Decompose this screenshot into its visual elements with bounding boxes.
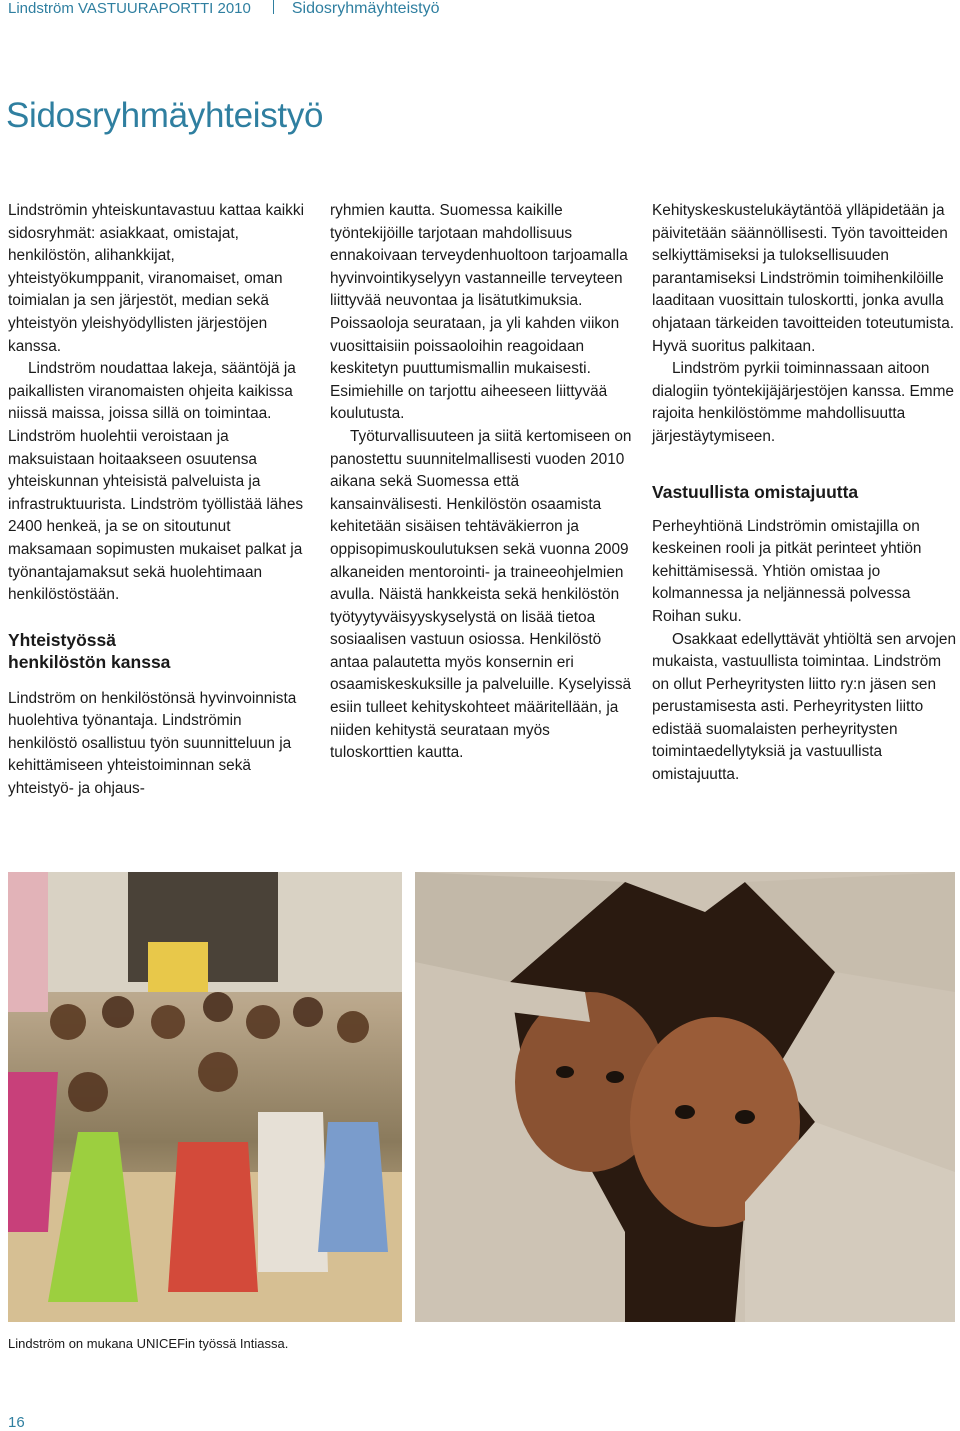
paragraph: Kehityskeskustelukäytäntöä ylläpidetään ja päivitetään säännöllisesti. Työn tavoitteiden selkiyttämiseksi ja tuloksellisuuden parantamiseksi Lindströmin toimihenkilöille laaditaan vuosittain tuloskortti, jonka avulla ohjataan tärkeiden tavoitteiden toteutumista. Hyvä suoritus palkitaan. xyxy=(652,202,955,355)
report-name: Lindström VASTUURAPORTTI 2010 xyxy=(8,0,251,17)
page-title: Sidosryhmäyhteistyö xyxy=(6,96,324,135)
paragraph: Lindström noudattaa lakeja, sääntöjä ja paikallisten viranomaisten ohjeita kaikissa niissä maissa, joissa sillä on toimintaa. Lindström huolehtii veroistaan ja maksuistaan hoitaakseen osuutensa yhteiskunnan yhteisistä palveluista ja infrastruktuurista. Lindström työllistää lähes 2400 henkeä, ja se on sitoutunut maksamaan sopimusten mukaiset palkat ja työnantajamaksut sekä huolehtimaan henkilöstöstään. xyxy=(8,360,304,604)
text-column-1 xyxy=(8,200,313,801)
section-name: Sidosryhmäyhteistyö xyxy=(291,0,440,17)
paragraph: Lindström on henkilöstönsä hyvinvoinnista huolehtiva työnantaja. Lindströmin henkilöstö osallistuu työn suunnitteluun ja kehittämiseen yhteistoiminnan sekä yhteistyö- ja ohjaus- xyxy=(8,689,297,798)
paragraph: Osakkaat edellyttävät yhtiöltä sen arvojen mukaista, vastuullista toimintaa. Lindström on ollut Perheyritysten liitto ry:n jäsen sen perustamisesta asti. Perheyritysten liitto edistää suomalaisten perheyritysten toimintaedellytyksiä ja vastuullista omistajuutta. xyxy=(652,630,957,784)
paragraph: Työturvallisuuteen ja siitä kertomiseen on panostettu suunnitelmallisesti vuoden 2010 aikana sekä Suomessa että kansainvälisesti. Henkilöstön osaamista kehitetään sisäisen tehtäväkierron ja oppisopimuskoulutuksen sekä vuonna 2009 alkaneiden mentorointi- ja traineeohjelmien avulla. Näistä hankkeista sekä henkilöstön työtyytyväisyyskyselystä on lisää tietoa sosiaalisen vastuun osiossa. Henkilöstö antaa palautetta myös konsernin eri osaamiskeskuksille ja palveluille. Kyselyissä esiin tulleet kehityskohteet määritellään, ja niiden kehitystä seurataan myös tuloskorttien kautta. xyxy=(330,427,632,762)
photo-children-in-wall-opening xyxy=(415,872,955,1322)
text-column-2 xyxy=(330,200,635,765)
paragraph: Perheyhtiönä Lindströmin omistajilla on keskeinen rooli ja pitkät perinteet yhtiön kehittämisessä. Yhtiön omistaa jo kolmannessa ja neljännessä polvessa Roihan suku. xyxy=(652,517,922,625)
photo-children-waving xyxy=(8,872,402,1322)
paragraph: Lindströmin yhteiskuntavastuu kattaa kaikki sidosryhmät: asiakkaat, omistajat, henkilöstön, alihankkijat, yhteistyökumppanit, viranomaiset, oman toimialan ja sen järjestöt, median sekä yhteistyön yleishyödyllisten järjestöjen kanssa. xyxy=(8,202,304,355)
text-column-3 xyxy=(652,200,957,787)
section-heading-personnel xyxy=(8,629,313,673)
header-separator xyxy=(273,0,274,14)
photo-caption: Lindström on mukana UNICEFin työssä Intiassa. xyxy=(8,1336,289,1351)
section-heading-ownership: Vastuullista omistajuutta xyxy=(652,481,859,502)
paragraph: ryhmien kautta. Suomessa kaikille työntekijöille tarjotaan mahdollisuus ennakoivaan terveydenhuoltoon tarjoamalla hyvinvointikyselyyn vastanneille terveyteen liittyvää neuvontaa ja lisätutkimuksia. Poissaoloja seurataan, ja yli kahden viikon vuosittaisiin poissaoloihin reagoidaan keskitetyn puuttumismallin mukaisesti. Esimiehille on tarjottu aiheeseen liittyvää koulutusta. xyxy=(330,202,628,423)
page-number: 16 xyxy=(8,1414,25,1431)
heading-line: Yhteistyössä xyxy=(8,629,116,650)
running-header xyxy=(8,0,439,22)
heading-line: henkilöstön kanssa xyxy=(8,651,171,672)
paragraph: Lindström pyrkii toiminnassaan aitoon dialogiin työntekijäjärjestöjen kanssa. Emme rajoita henkilöstömme mahdollisuutta järjestäytymiseen. xyxy=(652,360,954,445)
